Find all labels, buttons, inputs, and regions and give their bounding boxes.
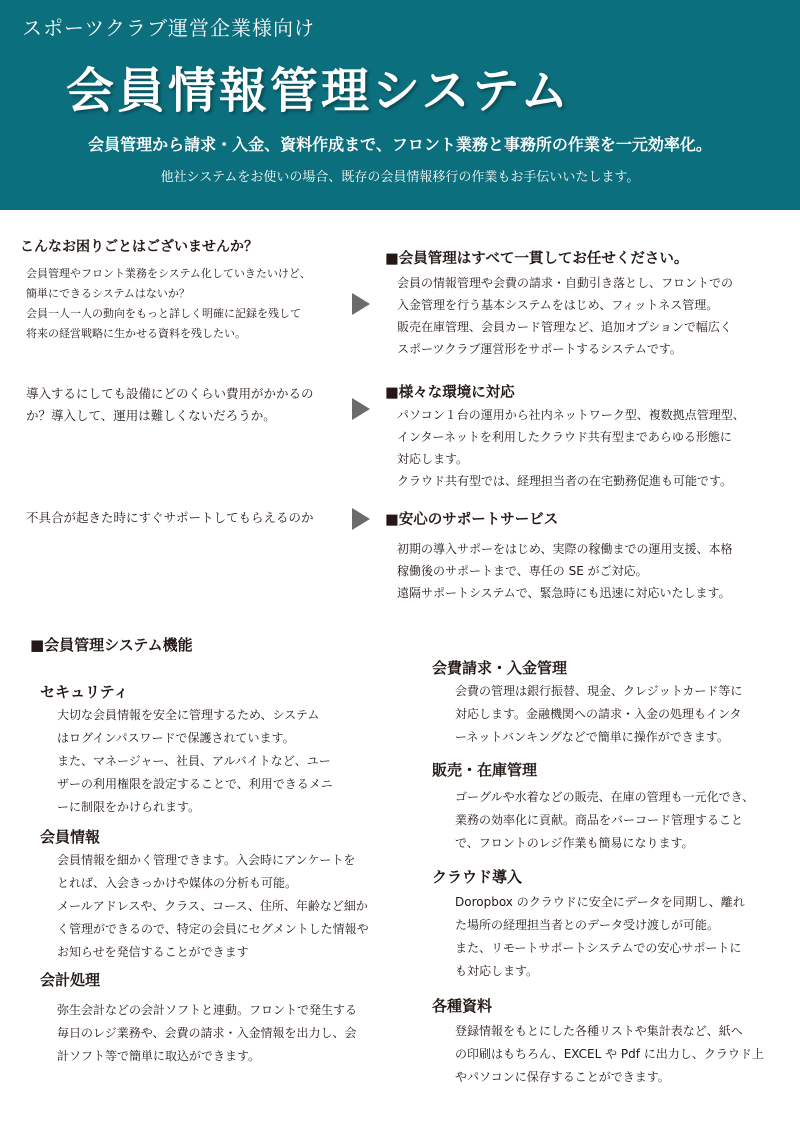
function-text	[455, 891, 795, 983]
function-title: 会費請求・入金管理	[432, 659, 568, 677]
solution-line: 稼働後のサポートまで、専任の SE がご対応。	[397, 564, 648, 578]
function-title: クラウド導入	[432, 868, 523, 886]
arrow-right-icon	[352, 508, 370, 530]
function-title: セキュリティ	[40, 683, 129, 701]
function-line: 業務の効率化に貢献。商品をバーコード管理すること	[455, 813, 744, 827]
arrow-right-icon	[352, 293, 370, 315]
function-text	[57, 999, 402, 1068]
function-line: 会員情報を細かく管理できます。入会時にアンケートを	[57, 853, 356, 867]
problem-item	[26, 507, 346, 529]
sublead-text: 他社システムをお使いの場合、既存の会員情報移行の作業もお手伝いいたします。	[160, 170, 640, 185]
solution-line: 販売在庫管理、会員カード管理など、追加オプションで幅広く	[397, 320, 732, 334]
function-title: 会員情報	[40, 828, 101, 846]
function-line: 大切な会員情報を安全に管理するため、システム	[57, 708, 320, 722]
functions-heading: ■会員管理システム機能	[30, 636, 193, 654]
function-line: ゴーグルや水着などの販売、在庫の管理も一元化でき、	[455, 790, 755, 804]
function-line: Doropbox のクラウドに安全にデータを同期し、離れ	[455, 895, 745, 909]
function-title: 各種資料	[432, 997, 493, 1015]
problem-item	[26, 264, 346, 344]
lead-text: 会員管理から請求・入金、資料作成まで、フロント業務と事務所の作業を一元効率化。	[88, 135, 712, 154]
arrow-right-icon	[352, 398, 370, 420]
problem-item	[26, 383, 346, 427]
solution-line: インターネットを利用したクラウド共有型まであらゆる形態に	[397, 430, 732, 444]
solution-line: 遠隔サポートシステムで、緊急時にも迅速に対応いたします。	[397, 586, 731, 600]
problem-line: 導入するにしても設備にどのくらい費用がかかるの	[26, 386, 314, 401]
problem-line: 会員管理やフロント業務をシステム化していきたいけど、	[26, 267, 311, 280]
function-line: ーに制限をかけられます。	[57, 800, 201, 814]
function-line: の印刷はもちろん、EXCEL や Pdf に出力し、クラウド上	[455, 1047, 764, 1061]
function-text	[57, 704, 367, 819]
function-line: メールアドレスや、クラス、コース、住所、年齢など細か	[57, 899, 368, 913]
function-line: も対応します。	[455, 964, 539, 978]
problem-line: 将来の経営戦略に生かせる資料を残したい。	[26, 327, 246, 340]
problem-line: か？導入して、運用は難しくないだろうか。	[26, 408, 276, 423]
function-line: 対応します。金融機関への請求・入金の処理もインタ	[455, 707, 742, 721]
function-line: とれば、入会きっかけや媒体の分析も可能。	[57, 876, 298, 890]
tagline: スポーツクラブ運営企業様向け	[22, 16, 315, 40]
function-line: はログインパスワードで保護されています。	[57, 731, 295, 745]
solution-line: 会員の情報管理や会費の請求・自動引き落とし、フロントでの	[397, 276, 734, 290]
solution-heading: ■会員管理はすべて一貫してお任せください。	[385, 251, 689, 267]
solution-line: パソコン１台の運用から社内ネットワーク型、複数拠点管理型、	[397, 408, 745, 422]
function-line: やパソコンに保存することができます。	[455, 1070, 670, 1084]
function-line: ザーの利用権限を設定することで、利用できるメニ	[57, 777, 333, 791]
function-line: 計ソフト等で簡単に取込ができます。	[57, 1049, 261, 1063]
function-line: また、マネージャー、社員、アルバイトなど、ユー	[57, 754, 331, 768]
solution-heading: ■様々な環境に対応	[385, 385, 515, 401]
solution-text	[397, 272, 792, 360]
problem-line: 簡単にできるシステムはないか？	[26, 287, 190, 300]
function-text	[57, 849, 407, 964]
solution-line: 対応します。	[397, 452, 469, 466]
function-line: お知らせを発信することができます	[57, 945, 249, 959]
function-line: ーネットバンキングなどで簡単に操作ができます。	[455, 730, 729, 744]
header-banner	[0, 0, 800, 210]
solution-line: 初期の導入サポーをはじめ、実際の稼働までの運用支援、本格	[397, 542, 733, 556]
function-line: また、リモートサポートシステムでの安心サポートに	[455, 941, 742, 955]
function-title: 販売・在庫管理	[432, 761, 538, 779]
problems-heading: こんなお困りごとはございませんか？	[20, 239, 258, 255]
page-title: 会員情報管理システム	[66, 63, 572, 119]
function-text	[455, 680, 795, 749]
solution-text	[397, 538, 792, 604]
function-line: 会費の管理は銀行振替、現金、クレジットカード等に	[455, 684, 743, 698]
solution-line: スポーツクラブ運営形をサポートするシステムです。	[397, 342, 682, 356]
solution-heading: ■安心のサポートサービス	[385, 512, 559, 528]
function-text	[455, 1020, 795, 1089]
solution-line: クラウド共有型では、経理担当者の在宅勤務促進も可能です。	[397, 474, 733, 488]
function-line: く管理ができるので、特定の会員にセグメントした情報や	[57, 922, 369, 936]
solution-text	[397, 404, 792, 492]
function-line: 弥生会計などの会計ソフトと連動。フロントで発生する	[57, 1003, 358, 1017]
function-title: 会計処理	[40, 971, 101, 989]
function-line: た場所の経理担当者とのデータ受け渡しが可能。	[455, 918, 720, 932]
function-line: 登録情報をもとにした各種リストや集計表など、紙へ	[455, 1024, 743, 1038]
problem-line: 会員一人一人の動向をもっと詳しく明確に記録を残して	[26, 307, 301, 320]
solution-line: 入金管理を行う基本システムをはじめ、フィットネス管理。	[397, 298, 719, 312]
function-line: 毎日のレジ業務や、会費の請求・入金情報を出力し、会	[57, 1026, 357, 1040]
function-text	[455, 786, 795, 855]
problem-line: 不具合が起きた時にすぐサポートしてもらえるのか	[26, 510, 314, 525]
function-line: で、フロントのレジ作業も簡易になります。	[455, 836, 694, 850]
